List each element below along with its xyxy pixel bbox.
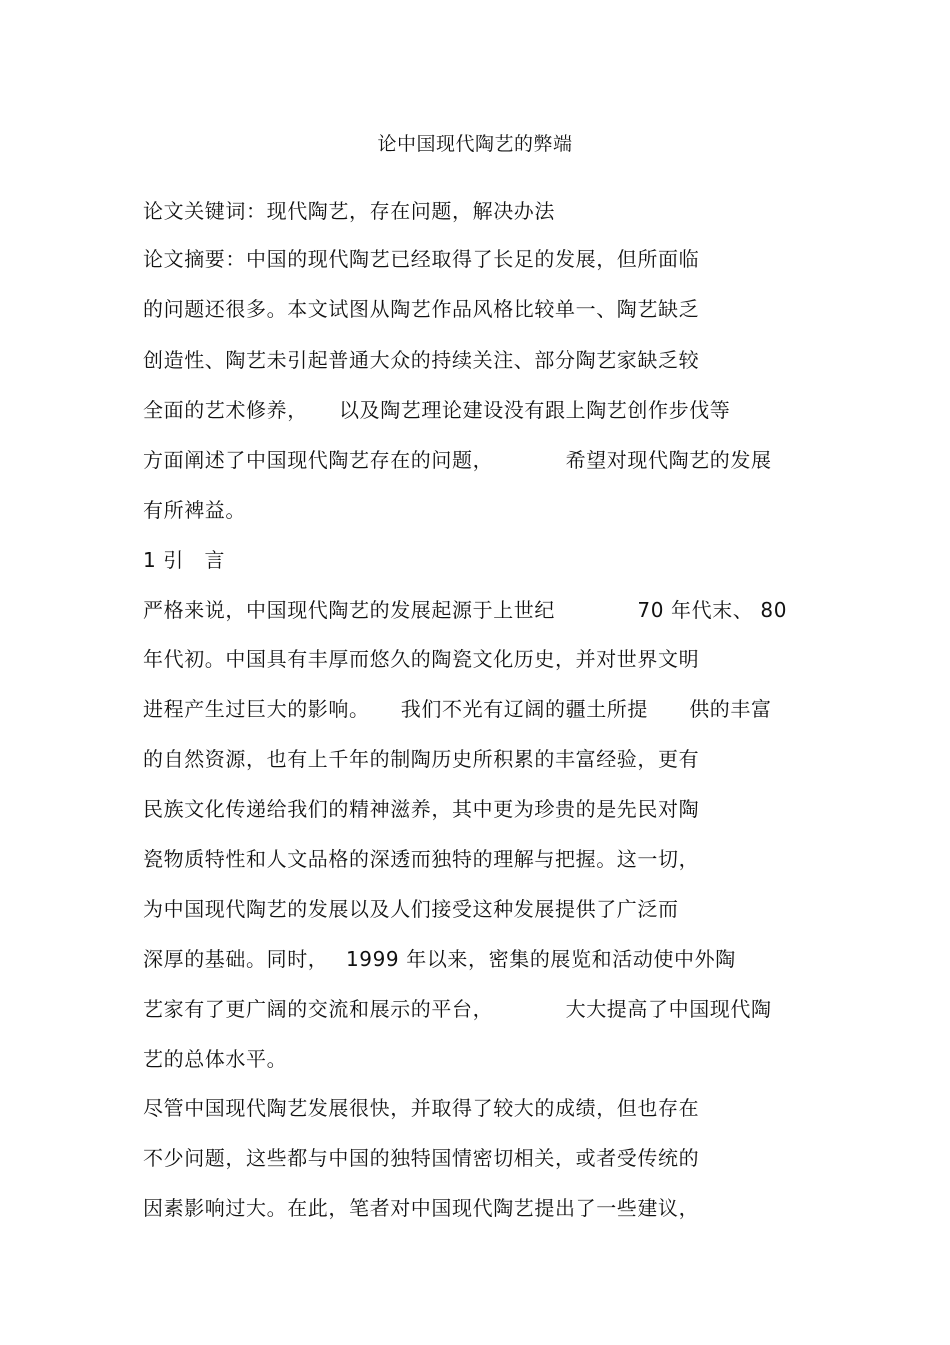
body-line: 为中国现代陶艺的发展以及人们接受这种发展提供了广泛而 bbox=[143, 897, 679, 921]
body-line: 民族文化传递给我们的精神滋养，其中更为珍贵的是先民对陶 bbox=[143, 797, 700, 821]
abstract-line: 全面的艺术修养， 以及陶艺理论建设没有跟上陶艺创作步伐等 bbox=[143, 398, 731, 422]
body-line: 艺的总体水平。 bbox=[143, 1047, 288, 1071]
abstract-line: 的问题还很多。本文试图从陶艺作品风格比较单一、陶艺缺乏 bbox=[143, 297, 700, 321]
body-line: 的自然资源，也有上千年的制陶历史所积累的丰富经验，更有 bbox=[143, 747, 700, 771]
section-heading: 1 引 言 bbox=[143, 548, 226, 572]
body-line: 严格来说，中国现代陶艺的发展起源于上世纪 70 年代末、 80 bbox=[143, 598, 788, 622]
body-line: 年代初。中国具有丰厚而悠久的陶瓷文化历史，并对世界文明 bbox=[143, 647, 700, 671]
body-line: 艺家有了更广阔的交流和展示的平台， 大大提高了中国现代陶 bbox=[143, 997, 772, 1021]
body-line: 深厚的基础。同时， 1999 年以来，密集的展览和活动使中外陶 bbox=[143, 947, 736, 971]
body-line: 尽管中国现代陶艺发展很快，并取得了较大的成绩，但也存在 bbox=[143, 1096, 700, 1120]
abstract-line: 方面阐述了中国现代陶艺存在的问题， 希望对现代陶艺的发展 bbox=[143, 448, 772, 472]
abstract-line: 有所裨益。 bbox=[143, 498, 246, 522]
body-line: 瓷物质特性和人文品格的深透而独特的理解与把握。这一切， bbox=[143, 847, 700, 871]
body-line: 因素影响过大。在此，笔者对中国现代陶艺提出了一些建议， bbox=[143, 1196, 700, 1220]
body-line: 进程产生过巨大的影响。 我们不光有辽阔的疆土所提 供的丰富 bbox=[143, 697, 772, 721]
document-title: 论中国现代陶艺的弊端 bbox=[377, 133, 573, 155]
body-line: 不少问题，这些都与中国的独特国情密切相关，或者受传统的 bbox=[143, 1146, 700, 1170]
abstract-line: 创造性、陶艺未引起普通大众的持续关注、部分陶艺家缺乏较 bbox=[143, 348, 700, 372]
keywords-line: 论文关键词：现代陶艺，存在问题，解决办法 bbox=[143, 199, 555, 223]
abstract-line: 论文摘要：中国的现代陶艺已经取得了长足的发展，但所面临 bbox=[143, 247, 700, 271]
